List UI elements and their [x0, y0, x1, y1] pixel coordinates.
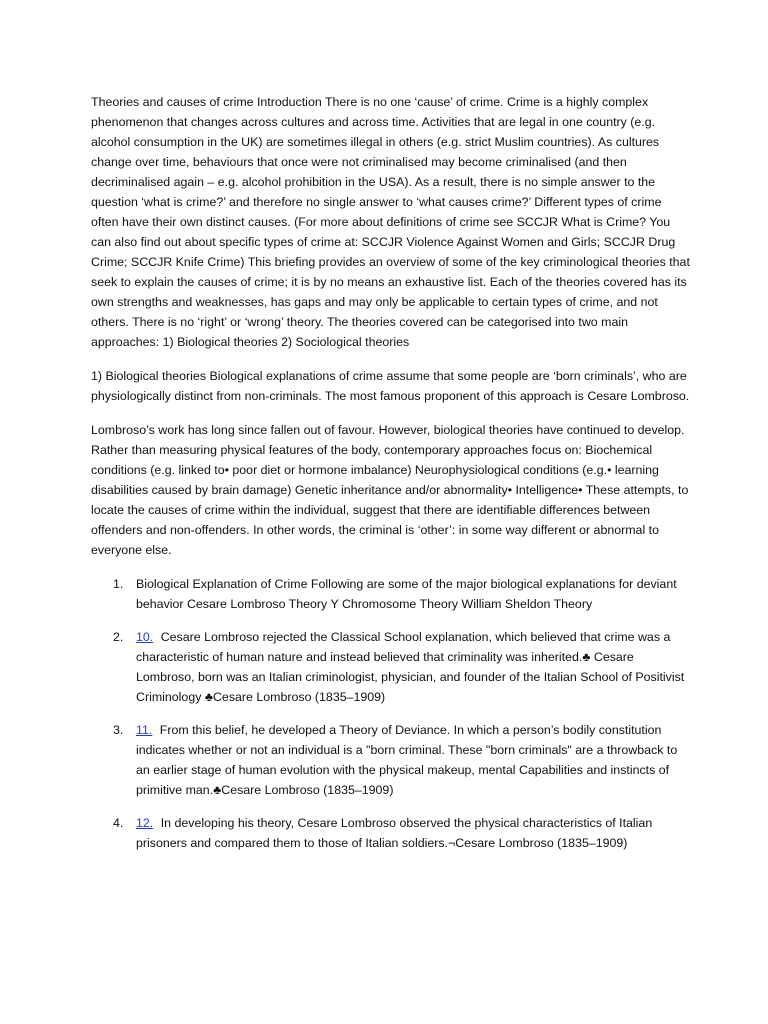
list-item-text: From this belief, he developed a Theory of Deviance. In which a person’s bodily constitution indicates whether or not an individual is a "born criminal. These "born criminals" are a throwback to an earlier stage of human evolution with the physical makeup, mental Capabilities and instincts of primitive man.♣Cesare Lombroso (1835–1909) [136, 723, 678, 797]
intro-paragraph: Theories and causes of crime Introduction There is no one ‘cause’ of crime. Crime is a highly complex phenomenon that changes across cultures and across time. Activities that are legal in one country (e.g. alcohol consumption in the UK) are sometimes illegal in others (e.g. strict Muslim countries). As cultures change over time, behaviours that once were not criminalised may become criminalised (and then decriminalised again – e.g. alcohol prohibition in the USA). As a result, there is no simple answer to the question ‘what is crime?’ and therefore no single answer to ‘what causes crime?’ Different types of crime often have their own distinct causes. (For more about definitions of crime see SCCJR What is Crime? You can also find out about specific types of crime at: SCCJR Violence Against Women and Girls; SCCJR Drug Crime; SCCJR Knife Crime) This briefing provides an overview of some of the key criminological theories that seek to explain the causes of crime; it is by no means an exhaustive list. Each of the theories covered has its own strengths and weaknesses, has gaps and may only be applicable to certain types of crime, and not others. There is no ‘right’ or ‘wrong’ theory. The theories covered can be categorised into two main approaches: 1) Biological theories 2) Sociological theories [91, 95, 690, 349]
list-number: 2. [113, 630, 124, 644]
lombroso-paragraph: Lombroso’s work has long since fallen out of favour. However, biological theories have continued to develop. Rather than measuring physical features of the body, contemporary approaches focus on: Biochemical conditions (e.g. linked to• poor diet or hormone imbalance) Neurophysiological conditions (e.g.• learning disabilities caused by brain damage) Genetic inheritance and/or abnormality• Intelligence• These attempts, to locate the causes of crime within the individual, suggest that there are identifiable differences between offenders and non-offenders. In other words, the criminal is ‘other’: in some way different or abnormal to everyone else. [91, 423, 689, 557]
list-item [91, 813, 691, 853]
biological-theories-paragraph: 1) Biological theories Biological explanations of crime assume that some people are ‘born criminals’, who are physiologically distinct from non-criminals. The most famous proponent of this approach is Cesare Lombroso. [91, 369, 690, 403]
list-number: 1. [113, 577, 124, 591]
reference-link-10[interactable]: 10. [136, 630, 154, 644]
list-number: 3. [113, 723, 124, 737]
list-item-text: In developing his theory, Cesare Lombroso observed the physical characteristics of Italian prisoners and compared them to those of Italian soldiers.¬Cesare Lombroso (1835–1909) [136, 816, 653, 850]
numbered-list [91, 574, 691, 853]
list-item [91, 574, 691, 614]
list-number: 4. [113, 816, 124, 830]
list-item [91, 720, 691, 800]
list-item-text: Cesare Lombroso rejected the Classical School explanation, which believed that crime was a characteristic of human nature and instead believed that criminality was inherited.♣ Cesare Lombroso, born was an Italian criminologist, physician, and founder of the Italian School of Positivist Criminology ♣Cesare Lombroso (1835–1909) [136, 630, 685, 704]
list-item [91, 627, 691, 707]
reference-link-12[interactable]: 12. [136, 816, 154, 830]
list-item-text: Biological Explanation of Crime Following are some of the major biological explanations for deviant behavior Cesare Lombroso Theory Y Chromosome Theory William Sheldon Theory [136, 577, 677, 611]
document-page [91, 92, 691, 866]
reference-link-11[interactable]: 11. [136, 723, 153, 737]
